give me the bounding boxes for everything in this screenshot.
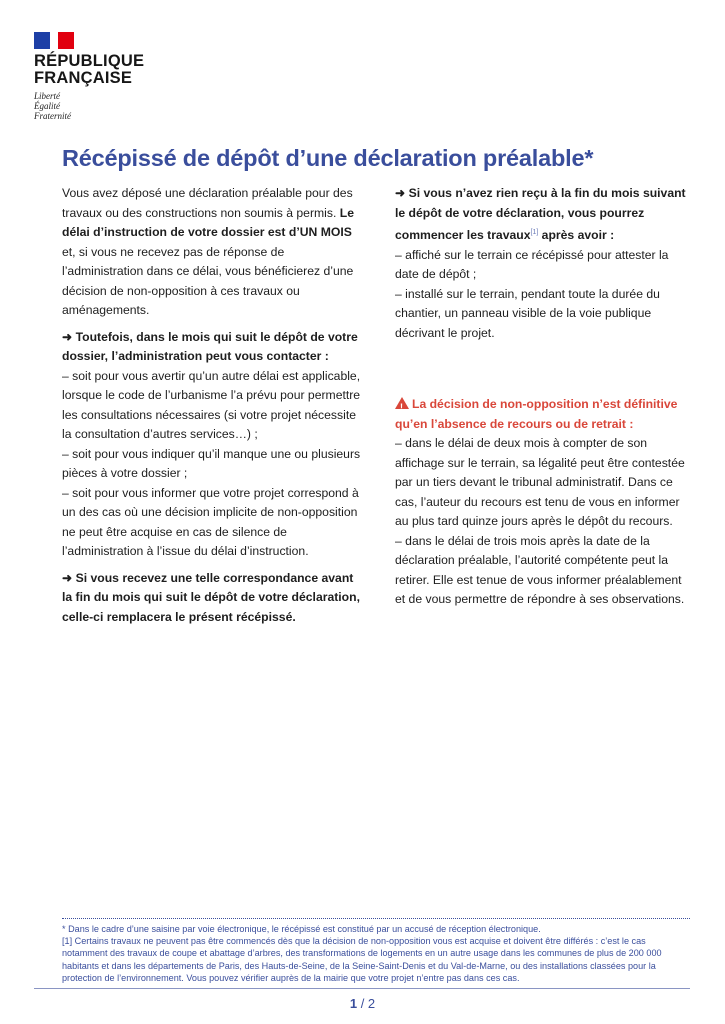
marianne-flag-icon [34, 32, 74, 49]
start-works-paragraph [395, 184, 695, 343]
page-number [0, 996, 725, 1011]
devise [34, 91, 144, 121]
list-item: – dans le délai de trois mois après la date de la déclaration préalable, l’autorité compétente peut la retirer. Elle est tenue de vous informer préalablement et de vous permettre de répondre à ses observations. [395, 533, 685, 607]
footnote-1: [1] Certains travaux ne peuvent pas être commencés dès que la décision de non-opposition vous est acquise et doivent être différés : c’est le cas notamment des travaux de coupe et abattage d’arbres, des transformations de logements en un autre usage dans les communes de plus de 200 000 habitants et dans les départements de Paris, des Hauts-de-Seine, de la Seine-Saint-Denis et du Val-de-Marne, ou des installations classées pour la protection de l’environnement. Vous pouvez vérifier auprès de la mairie que votre projet n’entre pas dans ces cas. [62, 936, 662, 983]
page-current: 1 [349, 996, 358, 1011]
list-item: – dans le délai de deux mois à compter de son affichage sur le terrain, sa légalité peut être contestée par un tiers devant le tribunal administratif. Dans ce cas, l’auteur du recours est tenu de vous en informer au plus tard quinze jours après le dépôt du recours. [395, 436, 685, 529]
list-item: – soit pour vous avertir qu’un autre délai est applicable, lorsque le code de l’urbanisme l’a prévu pour permettre les consultations nécessaires (si votre projet nécessite la consultation d’autres services…) ; [62, 368, 361, 441]
list-item: – installé sur le terrain, pendant toute la durée du chantier, un panneau visible de la voie publique décrivant le projet. [395, 286, 660, 340]
logo-text [34, 53, 144, 87]
page-sep: / [357, 996, 368, 1011]
republique-francaise-logo [34, 32, 144, 121]
list-item: – soit pour vous indiquer qu’il manque une ou plusieurs pièces à votre dossier ; [62, 446, 361, 480]
logo-line2: FRANÇAISE [34, 69, 133, 87]
devise-egalite: Égalité [34, 101, 60, 111]
footnotes [62, 918, 690, 984]
devise-fraternite: Fraternité [34, 111, 71, 121]
right-column [395, 184, 695, 617]
logo-line1: RÉPUBLIQUE [34, 52, 145, 70]
start-works-heading: ➜ Si vous n’avez rien reçu à la fin du mois suivant le dépôt de votre déclaration, vous pourrez commencer les travaux [395, 186, 686, 243]
warning-triangle-icon [395, 397, 409, 409]
left-column [62, 184, 362, 634]
start-works-heading-end: après avoir : [538, 228, 615, 243]
list-item: – soit pour vous informer que votre projet correspond à un des cas où une décision implicite de non-opposition ne peut être acquise en cas de silence de l’administration à l’issue du délai d’instruction. [62, 485, 359, 558]
contact-paragraph [62, 328, 362, 562]
page-total: 2 [367, 996, 376, 1011]
intro-bold: Le délai d’instruction de votre dossier est d’UN MOIS [62, 205, 354, 239]
replacement-paragraph [62, 569, 362, 628]
definitive-paragraph [395, 395, 695, 610]
contact-heading: ➜ Toutefois, dans le mois qui suit le dépôt de votre dossier, l’administration peut vous contacter : [62, 329, 358, 363]
replacement-text: ➜ Si vous recevez une telle correspondance avant la fin du mois qui suit le dépôt de votre déclaration, celle-ci remplacera le présent récépissé. [62, 570, 360, 624]
devise-liberte: Liberté [34, 91, 60, 101]
intro-paragraph [62, 184, 362, 321]
intro-text-end: et, si vous ne recevez pas de réponse de l’administration dans ce délai, vous bénéficierez d’une décision de non-opposition à ces travaux ou aménagements. [62, 244, 354, 317]
footnote-electronic: * Dans le cadre d’une saisine par voie électronique, le récépissé est constitué par un accusé de réception électronique. [62, 924, 541, 934]
footnote-ref[interactable]: [1] [530, 229, 539, 236]
list-item: – affiché sur le terrain ce récépissé pour attester la date de dépôt ; [395, 247, 669, 282]
footer-divider [34, 988, 690, 989]
warning-heading: La décision de non-opposition n’est définitive qu’en l’absence de recours ou de retrait : [395, 397, 678, 431]
intro-text: Vous avez déposé une déclaration préalable pour des travaux ou des constructions non soumis à permis. [62, 186, 353, 220]
page-title: Récépissé de dépôt d’une déclaration préalable* [62, 145, 594, 171]
